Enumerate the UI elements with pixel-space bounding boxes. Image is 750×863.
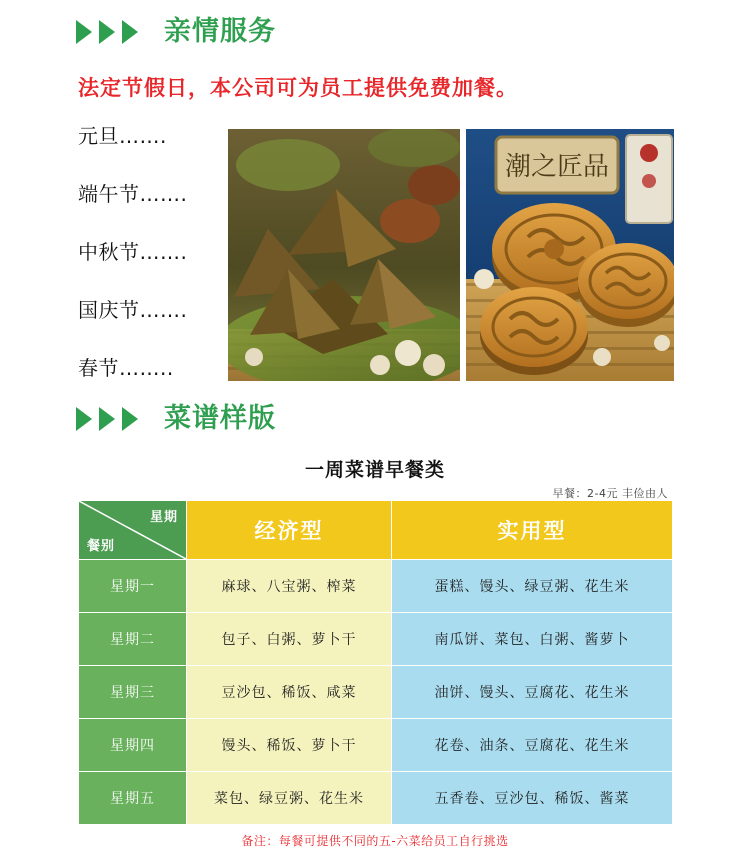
- column-header-practical: 实用型: [392, 501, 673, 560]
- list-item: 中秋节…….: [78, 240, 188, 264]
- svg-text:潮之匠品: 潮之匠品: [504, 152, 610, 182]
- section-title-family-service: 亲情服务: [164, 16, 276, 47]
- cell-economy: 菜包、绿豆粥、花生米: [187, 772, 392, 825]
- list-item: 春节……..: [78, 356, 174, 380]
- zongzi-photo: [228, 129, 460, 381]
- table-row: [79, 772, 673, 825]
- cell-day: 星期四: [79, 719, 187, 772]
- list-item: 国庆节…….: [78, 298, 188, 322]
- cell-day: 星期一: [79, 560, 187, 613]
- section-title-menu-sample: 菜谱样版: [164, 403, 276, 434]
- mooncake-photo: [466, 129, 674, 381]
- corner-label-weekday: 星期: [149, 510, 178, 525]
- table-header-row: [79, 501, 673, 560]
- cell-day: 星期五: [79, 772, 187, 825]
- table-row: [79, 719, 673, 772]
- chevron-right-triple-icon: [76, 406, 150, 432]
- cell-economy: 豆沙包、稀饭、咸菜: [187, 666, 392, 719]
- family-service-statement: 法定节假日，本公司可为员工提供免费加餐。: [78, 76, 518, 100]
- cell-practical: 五香卷、豆沙包、稀饭、酱菜: [392, 772, 673, 825]
- list-item: 元旦…….: [78, 124, 167, 148]
- list-item: 端午节…….: [78, 182, 188, 206]
- menu-price-note: 早餐：2-4元 丰俭由人: [552, 487, 668, 500]
- holiday-list: [78, 126, 228, 416]
- table-row: [79, 560, 673, 613]
- weekly-breakfast-menu-table: [78, 500, 673, 825]
- column-header-economy: 经济型: [187, 501, 392, 560]
- corner-label-mealtype: 餐别: [87, 539, 116, 554]
- section-heading-family-service: [76, 18, 276, 45]
- cell-practical: 蛋糕、馒头、绿豆粥、花生米: [392, 560, 673, 613]
- menu-footer-note: 备注：每餐可提供不同的五-六菜给员工自行挑选: [241, 834, 509, 848]
- cell-day: 星期二: [79, 613, 187, 666]
- cell-practical: 南瓜饼、菜包、白粥、酱萝卜: [392, 613, 673, 666]
- cell-day: 星期三: [79, 666, 187, 719]
- table-row: [79, 666, 673, 719]
- cell-economy: 包子、白粥、萝卜干: [187, 613, 392, 666]
- cell-practical: 花卷、油条、豆腐花、花生米: [392, 719, 673, 772]
- section-heading-menu-sample: [76, 405, 276, 432]
- cell-economy: 馒头、稀饭、萝卜干: [187, 719, 392, 772]
- cell-economy: 麻球、八宝粥、榨菜: [187, 560, 392, 613]
- chevron-right-triple-icon: [76, 19, 150, 45]
- table-row: [79, 613, 673, 666]
- menu-caption: 一周菜谱早餐类: [304, 459, 445, 481]
- cell-practical: 油饼、馒头、豆腐花、花生米: [392, 666, 673, 719]
- table-corner-header: [79, 501, 187, 560]
